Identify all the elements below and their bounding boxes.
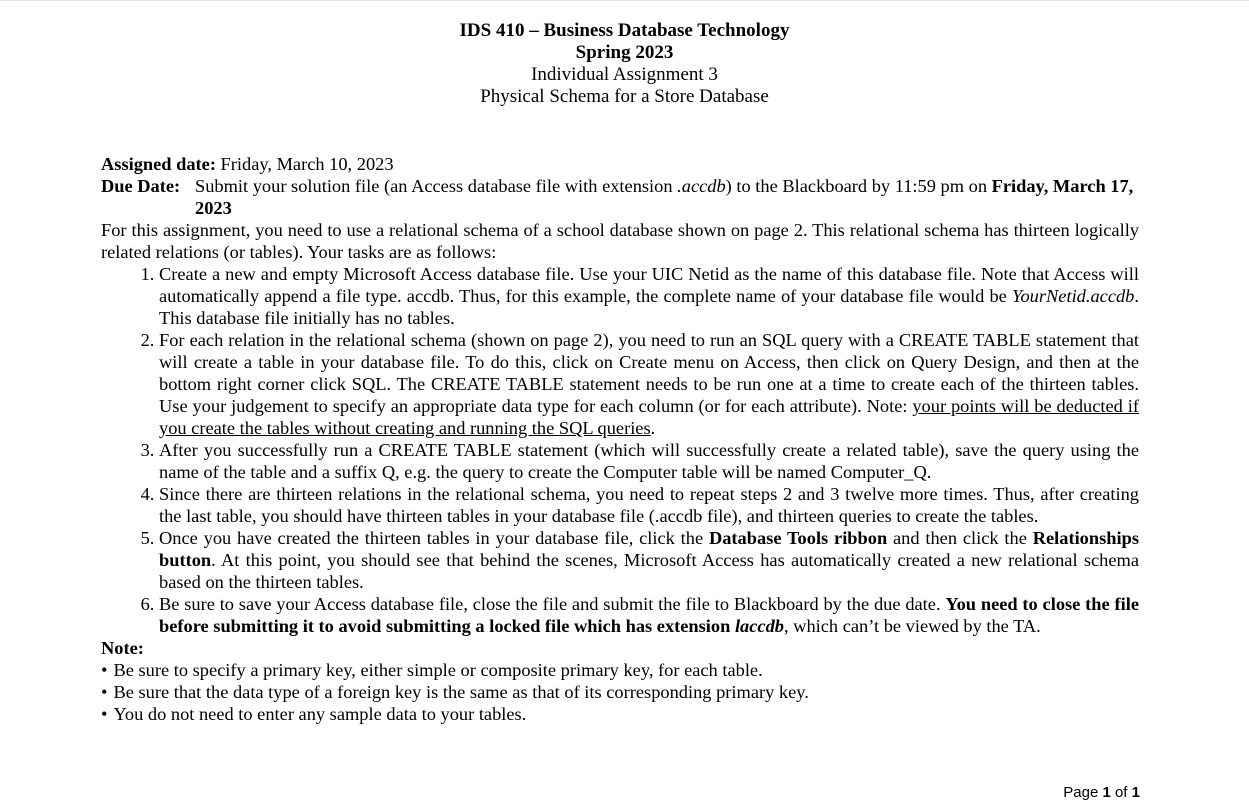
step2-text-end: . — [650, 418, 656, 438]
task-step-5 — [159, 527, 1139, 593]
task-step-4: 4. Since there are thirteen relations in the relational schema, you need to repeat steps 2 and 3 twelve more times. Thus, after creating the last table, you should have thirteen tables in your database file (.accdb file), and thirteen queries to create the tables. — [159, 483, 1139, 527]
step1-text-end: . This database file initially has no tables. — [159, 286, 1139, 328]
step5-text-mid: and then click the — [887, 528, 1033, 548]
assignment-subtitle: Physical Schema for a Store Database — [480, 86, 769, 107]
document-body — [101, 153, 1139, 725]
step1-text: Create a new and empty Microsoft Access database file. Use your UIC Netid as the name of this database file. Note that Access will automatically append a file type. accdb. Thus, for this example, the complete name of your database file would be — [159, 264, 1139, 306]
step1-filename: YourNetid.accdb — [1011, 286, 1135, 306]
course-title: IDS 410 – Business Database Technology — [459, 20, 790, 41]
assigned-date-value: Friday, March 10, 2023 — [215, 154, 394, 174]
step5-ribbon: Database Tools ribbon — [708, 528, 888, 548]
page-number-prefix: Page — [1063, 784, 1103, 801]
document-header — [0, 20, 1249, 108]
due-extension: .accdb — [677, 176, 726, 196]
step5-text-end: . At this point, you should see that behind the scenes, Microsoft Access has automatically created a new relational schema based on the thirteen tables. — [159, 550, 1139, 592]
note-item: • Be sure to specify a primary key, either simple or composite primary key, for each table. — [101, 659, 1139, 681]
page-current: 1 — [1102, 784, 1111, 801]
due-date-label: Due Date: — [101, 176, 181, 196]
intro-paragraph: For this assignment, you need to use a relational schema of a school database shown on page 2. This relational schema has thirteen logically related relations (or tables). Your tasks are as follows: — [101, 220, 1139, 262]
note-list — [101, 659, 1139, 725]
step5-button: Relationships button — [159, 528, 1139, 570]
step2-warning: your points will be deducted if you create the tables without creating and running the SQL queries — [159, 396, 1139, 438]
assigned-date-label: Assigned date: — [101, 154, 216, 174]
due-text-1: Submit your solution file (an Access database file with extension — [195, 176, 678, 196]
step6-text-end: , which can’t be viewed by the TA. — [783, 616, 1041, 636]
note-label: Note: — [101, 638, 144, 658]
step2-text: For each relation in the relational schema (shown on page 2), you need to run an SQL query with a CREATE TABLE statement that will create a table in your database file. To do this, click on Create menu on Access, then click on Query Design, and then at the bottom right corner click SQL. The CREATE TABLE statement needs to be run one at a time to create each of the thirteen tables. Use your judgement to specify an appropriate data type for each column (or for each attribute). Note: — [159, 330, 1139, 416]
page-top-border — [0, 0, 1249, 1]
step6-warning: You need to close the file before submitting it to avoid submitting a locked file which has extension — [159, 594, 1139, 636]
page-total: 1 — [1131, 784, 1140, 801]
note-item: • Be sure that the data type of a foreign key is the same as that of its corresponding primary key. — [101, 681, 1139, 703]
due-date-value: Friday, March 17, 2023 — [195, 176, 1134, 218]
term-title: Spring 2023 — [575, 42, 674, 63]
step6-text: Be sure to save your Access database file, close the file and submit the file to Blackboard by the due date. — [159, 594, 946, 614]
assignment-title: Individual Assignment 3 — [531, 64, 718, 85]
due-date — [101, 175, 1139, 219]
step6-extension: laccdb — [734, 616, 784, 636]
note-item: • You do not need to enter any sample data to your tables. — [101, 703, 1139, 725]
page-number-of: of — [1110, 784, 1132, 801]
task-step-6 — [159, 593, 1139, 637]
assigned-date — [101, 153, 1139, 175]
task-list — [101, 263, 1139, 637]
task-step-2 — [159, 329, 1139, 439]
page-number — [1063, 784, 1140, 801]
task-step-3: 3. After you successfully run a CREATE TABLE statement (which will successfully create a related table), save the query using the name of the table and a suffix Q, e.g. the query to create the Computer table will be named Computer_Q. — [159, 439, 1139, 483]
step5-text: Once you have created the thirteen tables in your database file, click the — [159, 528, 709, 548]
task-step-1 — [159, 263, 1139, 329]
due-text-2: ) to the Blackboard by 11:59 pm on — [725, 176, 992, 196]
